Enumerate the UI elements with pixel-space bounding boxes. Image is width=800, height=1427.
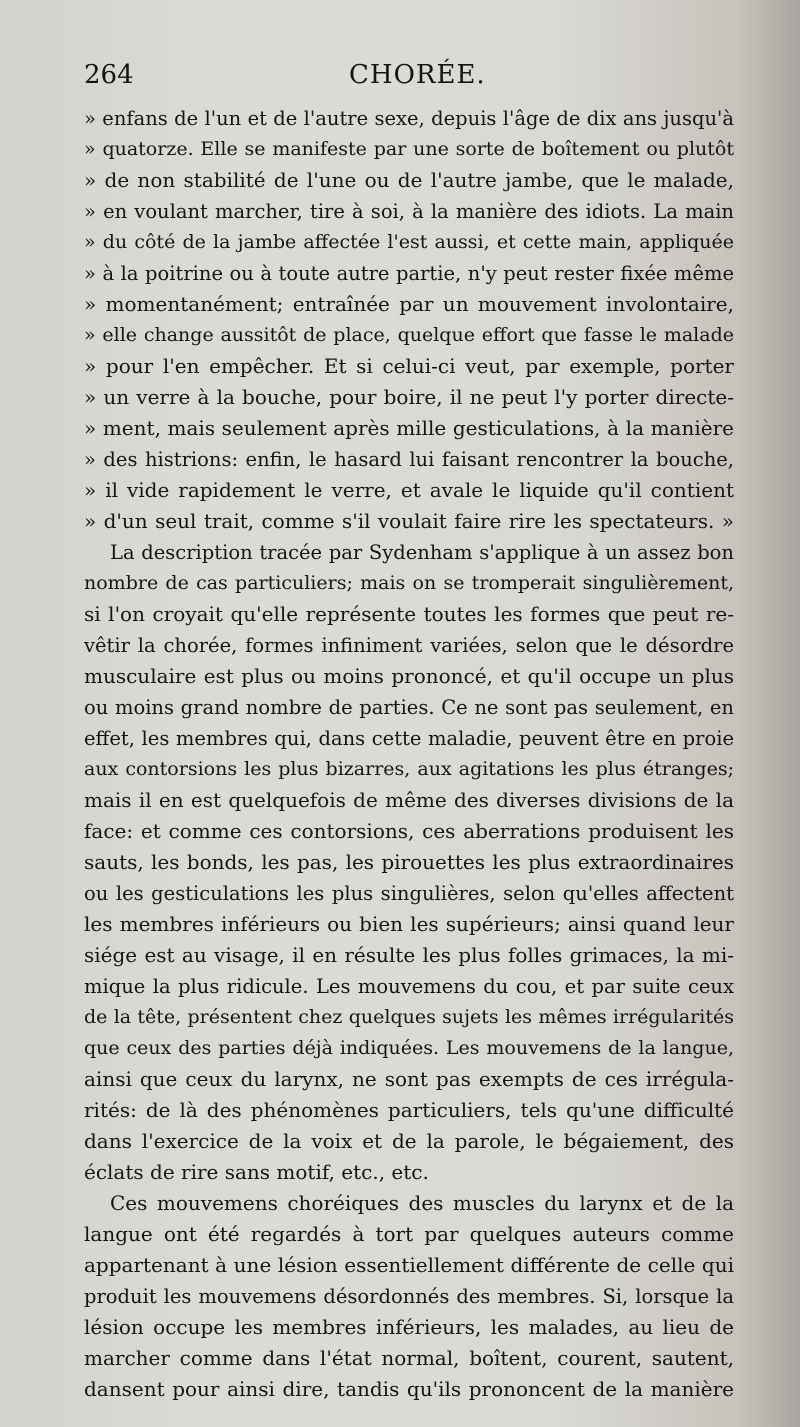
text-line: éclats de rire sans motif, etc., etc. (84, 1160, 429, 1184)
text-line: Ces mouvemens choréiques des muscles du larynx et de la (110, 1191, 734, 1215)
text-line: » ment, mais seulement après mille gesticulations, à la manière (84, 416, 734, 440)
text-line: que ceux des parties déjà indiquées. Les mouvemens de la langue, (84, 1037, 734, 1059)
text-line: rités: de là des phénomènes particuliers, tels qu'une difficulté (84, 1098, 734, 1122)
text-line: » de non stabilité de l'une ou de l'autre jambe, que le malade, (84, 168, 734, 192)
text-line: vêtir la chorée, formes infiniment variées, selon que le désordre (84, 634, 734, 657)
text-line: ainsi que ceux du larynx, ne sont pas exempts de ces irrégula- (84, 1067, 734, 1091)
text-line: sauts, les bonds, les pas, les pirouettes les plus extraordinaires (84, 850, 734, 874)
text-line: mais il en est quelquefois de même des diverses divisions de la (84, 788, 734, 812)
text-line: » elle change aussitôt de place, quelque effort que fasse le malade (84, 324, 734, 346)
text-line: » à la poitrine ou à toute autre partie, n'y peut rester fixée même (84, 262, 734, 285)
text-line: langue ont été regardés à tort par quelques auteurs comme (84, 1222, 734, 1246)
text-line: effet, les membres qui, dans cette maladie, peuvent être en proie (84, 727, 734, 750)
text-line: face: et comme ces contorsions, ces aberrations produisent les (84, 819, 734, 843)
text-line: siége est au visage, il en résulte les plus folles grimaces, la mi- (84, 943, 734, 967)
text-line: » du côté de la jambe affectée l'est aussi, et cette main, appliquée (84, 231, 734, 253)
text-line: musculaire est plus ou moins prononcé, et qu'il occupe un plus (84, 664, 734, 688)
text-line: appartenant à une lésion essentiellement différente de celle qui (84, 1253, 734, 1277)
text-line: » quatorze. Elle se manifeste par une sorte de boîtement ou plutôt (84, 138, 734, 160)
text-line: marcher comme dans l'état normal, boîtent, courent, sautent, (84, 1346, 734, 1370)
text-line: » momentanément; entraînée par un mouvement involontaire, (84, 292, 734, 316)
text-line: de la tête, présentent chez quelques sujets les mêmes irrégularités (84, 1006, 734, 1028)
text-line: » des histrions: enfin, le hasard lui faisant rencontrer la bouche, (84, 448, 734, 471)
body-text (84, 103, 734, 1405)
text-line: » un verre à la bouche, pour boire, il ne peut l'y porter directe- (84, 385, 734, 409)
page-number: 264 (84, 60, 134, 90)
text-line: si l'on croyait qu'elle représente toutes les formes que peut re- (84, 602, 734, 626)
text-line: les membres inférieurs ou bien les supérieurs; ainsi quand leur (84, 912, 734, 936)
text-line: aux contorsions les plus bizarres, aux agitations les plus étranges; (84, 758, 734, 780)
running-title: CHORÉE. (349, 60, 486, 90)
text-line: dans l'exercice de la voix et de la parole, le bégaiement, des (84, 1129, 734, 1153)
text-line: mique la plus ridicule. Les mouvemens du cou, et par suite ceux (84, 975, 734, 998)
text-line: » enfans de l'un et de l'autre sexe, depuis l'âge de dix ans jusqu'à (84, 107, 734, 130)
text-line: ou les gesticulations les plus singulières, selon qu'elles affectent (84, 882, 734, 905)
text-line: nombre de cas particuliers; mais on se tromperait singulièrement, (84, 572, 734, 594)
page-header (84, 60, 704, 100)
text-line: produit les mouvemens désordonnés des membres. Si, lorsque la (84, 1285, 734, 1308)
text-line: lésion occupe les membres inférieurs, les malades, au lieu de (84, 1315, 734, 1339)
text-line: » pour l'en empêcher. Et si celui-ci veut, par exemple, porter (84, 354, 734, 378)
text-line: » en voulant marcher, tire à soi, à la manière des idiots. La main (84, 200, 734, 223)
text-line: dansent pour ainsi dire, tandis qu'ils prononcent de la manière (84, 1377, 734, 1401)
text-line: » d'un seul trait, comme s'il voulait faire rire les spectateurs. » (84, 509, 734, 533)
text-line: ou moins grand nombre de parties. Ce ne sont pas seulement, en (84, 696, 734, 719)
text-line: La description tracée par Sydenham s'applique à un assez bon (110, 541, 734, 564)
text-line: » il vide rapidement le verre, et avale le liquide qu'il contient (84, 478, 734, 502)
